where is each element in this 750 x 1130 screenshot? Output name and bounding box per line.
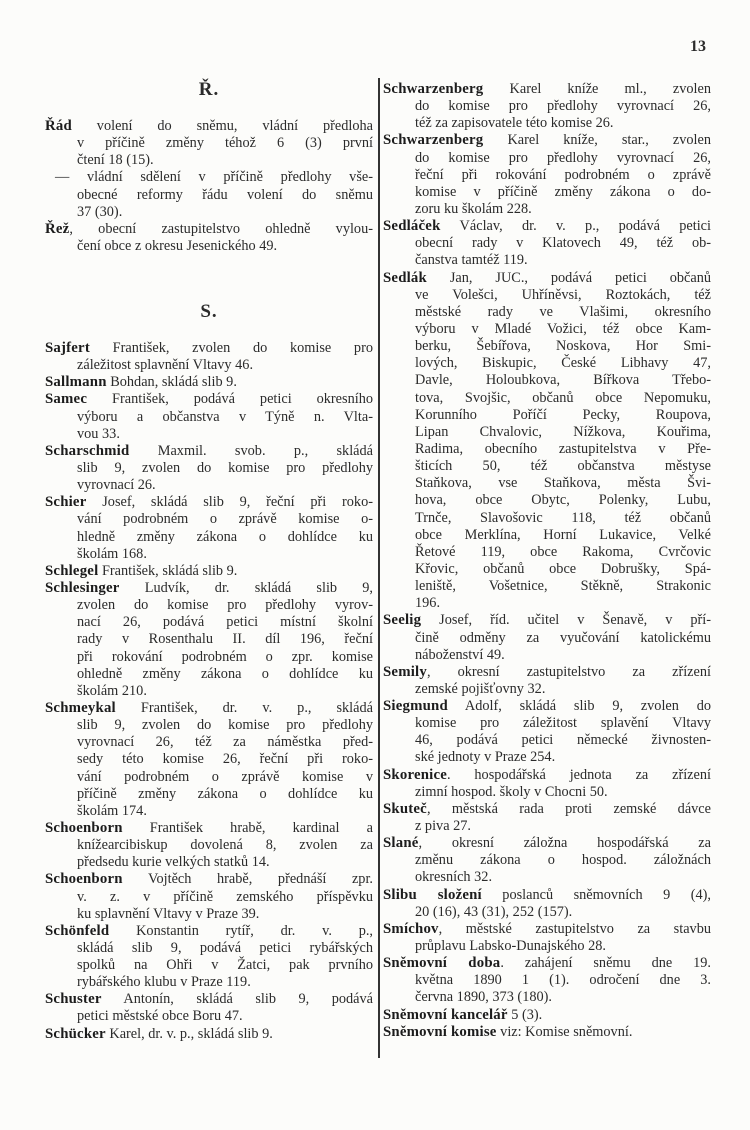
entry-line: záležitost splavnění Vltavy 46. [77,357,254,374]
entry-line: městské rady ve Vlašimi, okresního [415,303,711,320]
entry-line: 196. [415,595,441,612]
entry-line [383,612,711,629]
entry-line: výboru v Mladé Vožici, též obce Kam- [415,320,711,337]
entry-line: června 1890, 373 (180). [415,989,552,1006]
entry-text: Karel kníže, star., zvolen [483,132,711,149]
entry-line [383,664,711,681]
entry-headword: Schmeykal [45,699,116,716]
entry-line [45,871,373,888]
index-entry [383,612,711,663]
entry-line: vání podrobném o zprávě komise o- [77,511,373,528]
entry-headword: Schönfeld [45,922,110,939]
entry-line: šticích 50, též občanstva městyse [415,458,711,475]
index-entry [383,835,711,886]
index-entry [383,270,711,613]
entry-headword: Sněmovní doba [383,955,501,972]
entry-line: ku splavnění Vltavy v Praze 39. [77,905,260,922]
index-entry [45,820,373,871]
entry-line [45,700,373,717]
entry-line: školám 174. [77,802,147,819]
entry-line: čení obce z okresu Jesenického 49. [77,237,278,254]
entry-text: Ludvík, dr. skládá slib 9, [119,579,373,596]
entry-line [383,1007,711,1024]
entry-line: při rokování podrobném o zpr. komise [77,648,373,665]
entry-line: vání podrobném o zprávě komise v [77,768,373,785]
entry-line: ohledně změny zákona o dohlídce ku [77,665,373,682]
entry-line: knížearcibiskup dovolená 8, zvolen za [77,837,373,854]
index-entry [383,664,711,698]
entry-text: , městské zastupitelstvo za stavbu [438,920,711,937]
entry-text: Antonín, skládá slib 9, podává [101,991,373,1008]
entry-text: , okresní záložna hospodářská za [418,835,711,852]
entry-text: František, dr. v. p., skládá [115,699,373,716]
entry-line [45,221,373,238]
entry-headword: Slané [383,835,419,852]
entry-line [45,443,373,460]
entry-line: nací 26, podává petici místní školní [77,614,373,631]
entry-text: viz: Komise sněmovní. [496,1023,633,1040]
index-entry [45,700,373,820]
entry-headword: Schlesinger [45,579,120,596]
entry-line [383,698,711,715]
entry-headword: Sněmovní komise [383,1023,497,1040]
index-entry [383,887,711,921]
entry-headword: Skuteč [383,800,427,817]
entry-line: petici městské obce Boru 47. [77,1008,243,1025]
entry-line: hova, obce Obytc, Polenky, Lubu, [415,492,711,509]
index-entries [45,118,373,255]
entry-text: vládní sdělení v příčině předlohy vše- [69,169,373,186]
entry-line [383,218,711,235]
entry-headword: Semily [383,663,427,680]
entry-line: výboru a občanstva v Týně n. Vlta- [77,408,373,425]
entry-line: obecní rady v Klatovech 49, též ob- [415,235,711,252]
entry-line: změnu zákona o hospod. záložnách [415,852,711,869]
entry-line: čanstva tamtéž 119. [415,252,528,269]
entry-text: , obecní zastupitelstvo ohledně vylou- [69,220,373,237]
entry-headword: Schoenborn [45,871,123,888]
entry-line: leniště, Vošetnice, Stěkně, Strakonic [415,578,711,595]
entry-text: Josef, říd. učitel v Šenavě, v pří- [421,612,711,629]
entry-text: , okresní zastupitelstvo za zřízení [426,663,711,680]
index-entries [383,81,711,1041]
entry-headword: Slibu složení [383,886,482,903]
index-entry [383,767,711,801]
entry-text: volení do sněmu, vládní předloha [71,118,373,134]
index-entries [45,340,373,1043]
entry-headword: Řež [45,220,70,237]
entry-line: 20 (16), 43 (31), 252 (157). [415,903,573,920]
entry-line [45,118,373,135]
entry-headword: Schier [45,494,87,511]
entry-line [383,1024,711,1041]
entry-text: Václav, dr. v. p., podává petici [440,218,711,235]
index-entry [45,563,373,580]
entry-headword: Sallmann [45,374,107,391]
entry-line: školám 210. [77,682,147,699]
entry-line: obecné reformy řádu volení do sněmu [77,186,373,203]
entry-headword: Sedláček [383,218,441,235]
entry-line: spolků na Ohři v Žatci, pak prvního [77,957,373,974]
entry-line: předsedu kurie velkých statků 14. [77,854,270,871]
entry-headword: Sajfert [45,340,90,356]
entry-text: poslanců sněmovních 9 (4), [481,886,711,903]
index-entry [383,921,711,955]
entry-text: Vojtěch hrabě, přednáší zpr. [122,871,373,888]
index-entry [45,923,373,992]
entry-line [383,767,711,784]
entry-text: . hospodářská jednota za zřízení [447,766,711,783]
entry-line: 46, podává petici německé živnosten- [415,732,711,749]
entry-headword: Siegmund [383,698,448,715]
entry-line: v. z. v příčině zemského příspěvku [77,888,373,905]
index-entry [45,580,373,700]
index-entry [45,340,373,374]
entry-line: z piva 27. [415,818,471,835]
entry-line [383,132,711,149]
entry-text: Bohdan, skládá slib 9. [106,374,237,391]
index-entry [383,218,711,269]
entry-text: Josef, skládá slib 9, řeční při roko- [86,494,373,511]
entry-line: příčině změny zákona o dohlídce ku [77,785,373,802]
entry-headword: Scharschmid [45,442,130,459]
entry-headword: Schoenborn [45,819,123,836]
entry-text: Adolf, skládá slib 9, zvolen do [447,698,711,715]
entry-headword: Seelig [383,612,422,629]
entry-line: rady v Rosenthalu II. díl 196, řeční [77,631,373,648]
entry-line [45,991,373,1008]
entry-line: vyrovnací 26. [77,477,156,494]
entry-line: náboženství 49. [415,646,505,663]
entry-line: Korunního Poříčí Pecky, Roupova, [415,406,711,423]
page-number: 13 [690,38,706,55]
entry-line: rybářského klubu v Praze 119. [77,974,251,991]
entry-line: Davle, Holoubkova, Bířkova Třebo- [415,372,711,389]
entry-headword: Schuster [45,991,102,1008]
entry-line: též za zapisovatele této komise 26. [415,115,614,132]
entry-line: zemské pojišťovny 32. [415,680,546,697]
entry-text: 5 (3). [507,1006,543,1023]
entry-text: František, skládá slib 9. [98,562,238,579]
entry-line [45,340,373,357]
entry-line: průplavu Labsko-Dunajského 28. [415,938,606,955]
entry-text: . zahájení sněmu dne 19. [500,955,711,972]
entry-line: vou 33. [77,425,120,442]
entry-text: Karel kníže ml., zvolen [483,81,711,97]
entry-line: vyrovnací 26, též za náměstka před- [77,734,373,751]
entry-line [45,563,373,580]
entry-line: slib 9, zvolen do komise pro předlohy [77,459,373,476]
index-entry [383,1007,711,1024]
entry-text: František hrabě, kardinal a [122,819,373,836]
entry-line [383,801,711,818]
entry-line [45,494,373,511]
section-heading-s: S. [200,301,218,322]
entry-line [383,955,711,972]
index-entry [383,698,711,767]
entry-headword: Smíchov [383,920,439,937]
entry-text: , městská rada proti zemské dávce [426,800,711,817]
entry-line: zvolen do komise pro předlohy vyrov- [77,597,373,614]
index-entry [383,801,711,835]
index-entry [45,871,373,922]
entry-line: 37 (30). [77,203,123,220]
entry-headword: Schücker [45,1025,106,1042]
entry-headword: Skorenice [383,766,448,783]
section-heading-r: Ř. [198,79,220,100]
entry-line [383,835,711,852]
entry-headword: Samec [45,391,88,408]
entry-line: komise v příčině změny zákona o do- [415,183,711,200]
entry-line: řeční při rokování podrobném o zprávě [415,166,711,183]
entry-line: slib 9, zvolen do komise pro předlohy [77,717,373,734]
entry-headword: Schlegel [45,562,99,579]
entry-line: sedy této komise 26, řeční při roko- [77,751,373,768]
entry-line: v příčině změny téhož 6 (3) první [77,135,373,152]
entry-line: zoru ku školám 228. [415,200,532,217]
entry-line: tova, Svojšic, občanů obce Nepomuku, [415,389,711,406]
column-divider [378,78,380,1058]
index-entry [45,443,373,494]
entry-text: Maxmil. svob. p., skládá [129,442,373,459]
entry-line: května 1890 1 (1). odročení dne 3. [415,972,711,989]
entry-headword: Schwarzenberg [383,81,484,97]
index-entry [45,118,373,169]
index-entry [45,169,373,220]
index-entry [45,374,373,391]
entry-line: skládá slib 9, podává petici rybářských [77,939,373,956]
entry-line: hledně změny zákona o dohlídce ku [77,528,373,545]
entry-line: zimní hospod. školy v Chocni 50. [415,783,608,800]
entry-line: Radima, obecního zastupitelstva v Pře- [415,440,711,457]
entry-line: berku, Šebířova, Noskova, Hor Smi- [415,338,711,355]
index-entry [45,991,373,1025]
entry-line [45,1026,373,1043]
entry-line: komise pro záležitost splavění Vltavy [415,715,711,732]
entry-line [45,580,373,597]
right-column [383,81,711,1041]
entry-line [45,820,373,837]
entry-line: ve Volešci, Uhříněvsi, Roztokách, též [415,286,711,303]
index-entry [383,132,711,218]
index-entry [383,1024,711,1041]
entry-line [383,921,711,938]
entry-text: Karel, dr. v. p., skládá slib 9. [105,1025,273,1042]
index-entry [45,1026,373,1043]
entry-line [45,374,373,391]
entry-line [45,169,373,186]
index-entry [45,391,373,442]
index-entry [383,955,711,1006]
entry-line [383,81,711,98]
entry-text: František, zvolen do komise pro [89,340,373,356]
entry-line: do komise pro předlohy vyrovnací 26, [415,149,711,166]
entry-line: lových, Biskupic, České Libhavy 47, [415,355,711,372]
entry-line [383,270,711,287]
entry-line: Trnče, Slavošovic 118, též občanů [415,509,711,526]
entry-line: čtení 18 (15). [77,152,154,169]
entry-line: Lipan Chvalovic, Nížkova, Kouřima, [415,423,711,440]
index-entry [45,221,373,255]
entry-line: obce Merklína, Horní Lukavice, Velké [415,526,711,543]
entry-line: Řetové 119, obce Rakoma, Cvrčovic [415,543,711,560]
entry-line: školám 168. [77,545,147,562]
continuation-dash: — [55,169,70,186]
entry-headword: Sedlák [383,269,427,286]
entry-text: Jan, JUC., podává petici občanů [426,269,711,286]
entry-text: Konstantin rytíř, dr. v. p., [109,922,373,939]
left-column-section-r [45,78,373,255]
index-entry [383,81,711,132]
entry-line [383,887,711,904]
entry-line: Křovic, občanů obce Dobrušky, Spá- [415,560,711,577]
entry-line: okresních 32. [415,869,493,886]
left-column-section-s [45,300,373,1043]
index-entry [45,494,373,563]
entry-line [45,923,373,940]
entry-headword: Sněmovní kancelář [383,1006,508,1023]
entry-headword: Schwarzenberg [383,132,484,149]
entry-line: ské jednoty v Praze 254. [415,749,556,766]
entry-line: do komise pro předlohy vyrovnací 26, [415,98,711,115]
entry-text: František, podává petici okresního [87,391,373,408]
entry-line [45,391,373,408]
entry-headword: Řád [45,118,72,134]
entry-line: čině odměny za vyučování katolickému [415,629,711,646]
entry-line: Staňkova, vse Staňkova, města Švi- [415,475,711,492]
